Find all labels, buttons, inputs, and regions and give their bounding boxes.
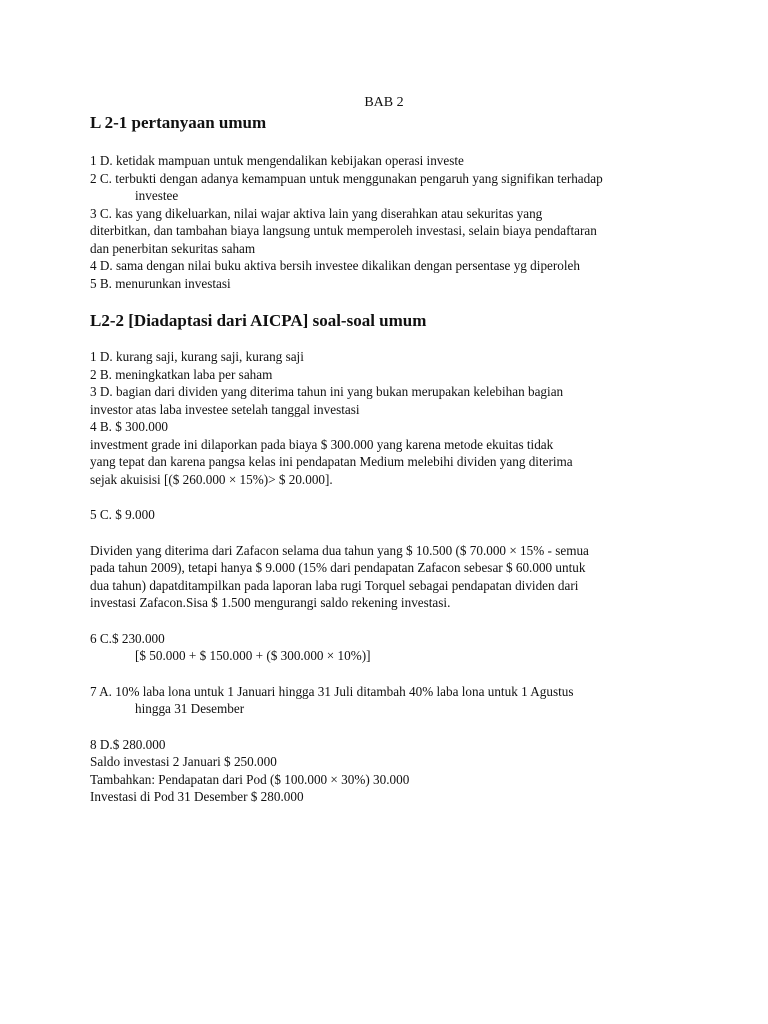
explanation-line: [$ 50.000 + $ 150.000 + ($ 300.000 × 10%)] xyxy=(135,648,371,663)
answer-line: 8 D.$ 280.000 xyxy=(90,736,166,752)
answer-line-continued: investee xyxy=(135,188,179,203)
answer-line: 4 D. sama dengan nilai buku aktiva bersih investee dikalikan dengan persentase yg diperoleh xyxy=(90,258,580,273)
calculation-line: Tambahkan: Pendapatan dari Pod ($ 100.000 × 30%) 30.000 xyxy=(90,771,410,787)
explanation-line: investasi Zafacon.Sisa $ 1.500 mengurangi saldo rekening investasi. xyxy=(90,595,451,610)
explanation-line: investment grade ini dilaporkan pada biaya $ 300.000 yang karena metode ekuitas tidak xyxy=(90,436,554,452)
explanation-line: yang tepat dan karena pangsa kelas ini pendapatan Medium melebihi dividen yang diterima xyxy=(90,454,573,469)
spacer xyxy=(90,612,690,630)
document-body xyxy=(90,112,690,806)
section-heading-l2-1: L 2-1 pertanyaan umum xyxy=(90,113,267,132)
explanation-line: Dividen yang diterima dari Zafacon selama dua tahun yang $ 10.500 ($ 70.000 × 15% - semua xyxy=(90,542,589,558)
answer-line-continued: diterbitkan, dan tambahan biaya langsung untuk memperoleh investasi, selain biaya pendaftaran xyxy=(90,223,597,238)
answer-line: 5 B. menurunkan investasi xyxy=(90,275,231,291)
explanation-line: dua tahun) dapatditampilkan pada laporan laba rugi Torquel sebagai pendapatan dividen dari xyxy=(90,577,579,593)
answer-line: 2 C. terbukti dengan adanya kemampuan untuk menggunakan pengaruh yang signifikan terhadap xyxy=(90,170,603,186)
answer-line: 1 D. ketidak mampuan untuk mengendalikan kebijakan operasi investe xyxy=(90,153,464,168)
answer-line: 2 B. meningkatkan laba per saham xyxy=(90,366,273,382)
answer-line-continued: investor atas laba investee setelah tanggal investasi xyxy=(90,401,360,417)
answer-line: 4 B. $ 300.000 xyxy=(90,419,169,434)
calculation-line: Investasi di Pod 31 Desember $ 280.000 xyxy=(90,789,304,804)
answer-line-continued: dan penerbitan sekuritas saham xyxy=(90,240,256,256)
answer-line: 3 D. bagian dari dividen yang diterima tahun ini yang bukan merupakan kelebihan bagian xyxy=(90,384,564,399)
explanation-line: pada tahun 2009), tetapi hanya $ 9.000 (15% dari pendapatan Zafacon sebesar $ 60.000 untuk xyxy=(90,560,586,575)
chapter-title: BAB 2 xyxy=(364,95,404,110)
answer-line-continued: hingga 31 Desember xyxy=(135,701,245,716)
calculation-line: Saldo investasi 2 Januari $ 250.000 xyxy=(90,754,277,769)
answer-line: 7 A. 10% laba lona untuk 1 Januari hingga 31 Juli ditambah 40% laba lona untuk 1 Agustus xyxy=(90,683,574,699)
answer-line: 3 C. kas yang dikeluarkan, nilai wajar aktiva lain yang diserahkan atau sekuritas yang xyxy=(90,205,543,221)
answer-line: 6 C.$ 230.000 xyxy=(90,630,165,646)
answer-line: 5 C. $ 9.000 xyxy=(90,507,155,522)
answer-line: 1 D. kurang saji, kurang saji, kurang saji xyxy=(90,349,304,364)
spacer xyxy=(90,665,690,683)
spacer xyxy=(90,524,690,542)
spacer xyxy=(90,488,690,506)
spacer xyxy=(90,718,690,736)
section-heading-l2-2: L2-2 [Diadaptasi dari AICPA] soal-soal umum xyxy=(90,311,427,330)
explanation-line: sejak akuisisi [($ 260.000 × 15%)> $ 20.000]. xyxy=(90,471,333,487)
